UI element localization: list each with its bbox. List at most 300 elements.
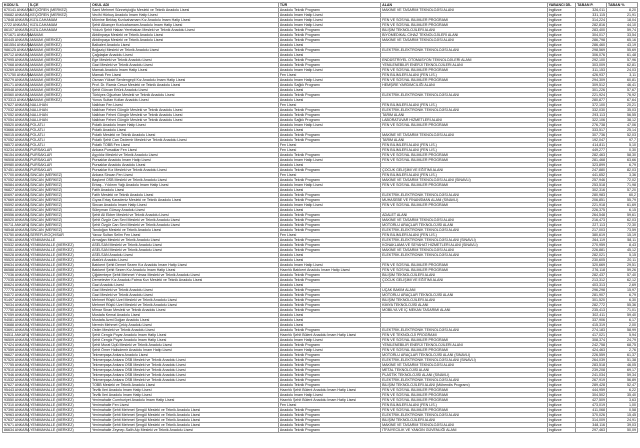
table-cell: 76963 ANKARA [4, 413, 30, 417]
spreadsheet-sheet [2, 2, 638, 433]
table-cell: İngilizce [547, 138, 576, 143]
table-cell: Fen Lisesi [278, 173, 380, 178]
table-cell: Ostim Mesleki ve Teknik Anadolu Lisesi [90, 328, 278, 333]
table-cell: 264,548 [576, 213, 607, 218]
table-cell: İngilizce [547, 8, 576, 13]
table-cell: YENİMAHALLE (MERKEZ) [29, 368, 91, 373]
table-cell: Anadolu İmam Hatip Lisesi [278, 263, 380, 268]
table-cell: 62,03 [607, 218, 638, 223]
table-cell: Yıldızlı Şehit Hakan Yerebakan Mesleki ve Teknik Anadolu Lisesi [90, 28, 278, 33]
table-cell: 93688 ANKARA [4, 323, 30, 327]
table-cell: 24,03 [607, 68, 638, 73]
table-cell: 90532 ANKARA [4, 243, 30, 247]
table-cell: Pursaklar Anadolu İmam Hatip Lisesi [90, 158, 278, 163]
table-cell: 80697 ANKARA [4, 193, 30, 197]
table-cell: 311,153 [576, 68, 607, 73]
table-cell: Tevfik İleri Anadolu İmam Hatip Lisesi [90, 393, 278, 398]
table-cell: 55,79 [607, 198, 638, 203]
table-cell: BİLİŞİM TEKNOLOJİLERİ ALANI [381, 28, 547, 33]
table-cell: 61,69 [607, 203, 638, 208]
table-cell: 681554 ANKARA [4, 43, 32, 47]
table-cell: İngilizce [547, 373, 576, 378]
table-cell: Boğaziçi Mesleki ve Teknik Anadolu Lisesi [90, 48, 278, 53]
table-cell: YENİMAHALLE (MERKEZ) [29, 303, 91, 308]
table-cell: İngilizce [547, 288, 576, 293]
table-cell: YENİMAHALLE (MERKEZ) [29, 343, 91, 348]
table-cell: KIZILCAHAMAM [29, 18, 91, 23]
table-cell: Hazırlık Batıkent Anadolu İmam Hatip Lisesi [278, 268, 380, 273]
table-cell: 61,48 [607, 53, 638, 58]
table-cell: Sincan Anadolu İmam Hatip Lisesi [90, 203, 278, 208]
table-cell: FEN VE SOSYAL BİLİMLER PROGRAMI [381, 388, 547, 393]
table-cell: 2,69 [607, 283, 638, 288]
table-cell: İngilizce [547, 18, 576, 23]
table-cell: 38,12 [607, 118, 638, 123]
table-cell: 297,463 [576, 428, 607, 433]
table-cell: 97068 ANKARA [4, 63, 30, 67]
table-cell: İngilizce [547, 188, 576, 193]
table-cell: Anadolu Teknik Programı [278, 368, 380, 373]
table-cell: İngilizce [547, 203, 576, 208]
table-cell: YENİMAHALLE (MERKEZ) [29, 353, 91, 358]
table-cell: İngilizce [547, 38, 576, 43]
table-cell: İngilizce [547, 193, 576, 198]
table-cell: Anadolu Lisesi [278, 258, 380, 263]
table-cell: 89556 ANKARA [4, 213, 30, 217]
table-cell: Anadolu Lisesi [278, 88, 380, 93]
table-cell: Osman Yüksel Serdengeçti Kız Anadolu İmam Hatip Lisesi [90, 78, 278, 83]
table-cell: 87995 ANKARA [4, 58, 30, 62]
table-cell: İngilizce [547, 283, 576, 288]
table-cell: İngilizce [547, 298, 576, 303]
table-cell: LABORATUVAR HİZMETLERİ ALANI [381, 118, 547, 123]
table-cell: 441,652 [576, 173, 607, 178]
table-cell: Fatih Mesleki ve Teknik Anadolu Lisesi [90, 193, 278, 198]
table-cell: 96028 ANKARA [4, 253, 30, 257]
table-cell: FEN VE SOSYAL BİLİMLER PROGRAMI [381, 203, 547, 208]
table-cell: ASELSAN Anadolu Lisesi [90, 253, 278, 258]
table-cell: Anadolu Teknik Programı [278, 298, 380, 303]
table-cell: 1,00 [607, 403, 638, 408]
table-cell: YENİMAHALLE (MERKEZ) [29, 283, 91, 288]
table-cell: İngilizce [547, 178, 576, 183]
table-cell: 77750 ANKARA [4, 308, 30, 312]
table-cell: 276,118 [576, 268, 607, 273]
table-cell: Yenimahalle Şehit Mehmet Şengül Mesleki ve Teknik Anadolu Lisesi [90, 418, 278, 423]
table-cell: Yunus Sultan Kolları Anadolu Lisesi [90, 98, 278, 103]
table-cell: YENİMAHALLE (MERKEZ) [29, 408, 91, 413]
table-cell: 69,17 [607, 368, 638, 373]
table-cell: SİNCAN (MERKEZ) [29, 188, 91, 193]
table-cell: 301,520 [576, 298, 607, 303]
table-cell: Ankara Sincan Fen Lisesi [90, 173, 278, 178]
table-cell: İngilizce [547, 338, 576, 343]
table-cell: 5,15 [607, 253, 638, 258]
table-cell: Pursaklar Anadolu Anadolu Lisesi [90, 163, 278, 168]
table-cell: 2,00 [607, 323, 638, 328]
table-cell: Erbaş - Yıldırım Yağı Anadolu İmam Hatip Lisesi [90, 183, 278, 188]
header-cell: TABAN % [607, 3, 638, 8]
table-cell: 97,7 [607, 138, 638, 143]
table-cell: 5,10 [607, 143, 638, 148]
table-cell: 96154 ANKARA [4, 153, 30, 157]
table-cell: 59,61 [607, 213, 638, 218]
table-cell: Anadolu Teknik Programı [278, 228, 380, 233]
table-cell: MOBİLYA VE İÇ MEKAN TASARIMI ALANI [381, 308, 547, 313]
table-cell: HEMŞİRE YARDIMCILIĞI ALANI [381, 83, 547, 88]
table-cell: 80560 ANKARA [4, 93, 30, 97]
table-cell: SİNCAN (MERKEZ) [29, 228, 91, 233]
table-cell: Anadolu Teknik Programı [278, 218, 380, 223]
table-cell: 296,298 [576, 288, 607, 293]
table-cell: ELEKTRİK-ELEKTRONİK TEKNOLOJİSİ ALANI [381, 328, 547, 333]
table-cell: Anadolu İmam Hatip Lisesi [278, 68, 380, 73]
table-cell: YENİMAHALLE (MERKEZ) [29, 313, 91, 318]
table-cell: Anadolu Lisesi [278, 323, 380, 328]
table-cell: SİNCAN (MERKEZ) [29, 178, 91, 183]
table-cell: İngilizce [547, 133, 576, 138]
table-cell: Yavuz Sultan Selim Fen Lisesi [90, 233, 278, 238]
table-cell: İngilizce [547, 83, 576, 88]
table-cell: İngilizce [547, 123, 576, 128]
table-cell: 90711 ANKARA [4, 223, 30, 227]
table-cell: 93550 ANKARA [4, 398, 30, 402]
table-cell: Atatürk Anadolu Lisesi [90, 258, 278, 263]
table-cell: ELEKTRİK-ELEKTRONİK TEKNOLOJİSİ ALANI [381, 48, 547, 53]
table-cell: 59,74 [607, 28, 638, 33]
table-cell: 304,017 [576, 33, 607, 38]
table-cell: YENİMAHALLE (MERKEZ) [29, 258, 91, 263]
table-cell: FEN VE SOSYAL BİLİMLER PROGRAMI [381, 183, 547, 188]
table-cell: 6,79 [607, 293, 638, 298]
table-cell: Şehit Cengiz Poyar Anadolu İmam Hatip Lisesi [90, 338, 278, 343]
table-cell: 6,30 [607, 298, 638, 303]
table-cell: İngilizce [547, 218, 576, 223]
table-cell: İngilizce [547, 248, 576, 253]
table-cell: YENİMAHALLE (MERKEZ) [29, 398, 91, 403]
header-cell: TABAN P. [576, 3, 607, 8]
table-cell: BİLİŞİM TEKNOLOJİLERİ ALANI (Mühendis Programı) [381, 383, 547, 388]
table-body [3, 8, 638, 433]
table-cell: 971750 ANKARA [4, 73, 32, 77]
table-cell: SİNCAN (MERKEZ) [29, 183, 91, 188]
table-cell: MAMAK (MERKEZ) [29, 38, 91, 43]
table-cell: Anadolu Lisesi [278, 43, 380, 48]
table-cell: İngilizce [547, 53, 576, 58]
table-cell: Abidinpaşa Mesleki ve Teknik Anadolu Lisesi [90, 33, 278, 38]
table-cell: 282,021 [576, 253, 607, 258]
table-cell: İngilizce [547, 223, 576, 228]
table-cell: İngilizce [547, 93, 576, 98]
table-cell: Anadolu Teknik Programı [278, 33, 380, 38]
table-cell: MAMAK (MERKEZ) [29, 83, 91, 88]
table-cell: İngilizce [547, 278, 576, 283]
table-cell: ELEKTRİK-ELEKTRONİK TEKNOLOJİSİ ALANI [381, 413, 547, 418]
table-cell: Şehit Ömer Halisdemir Anadolu İmam Hatip Lisesi [90, 348, 278, 353]
table-cell: Mehmet Rüştü Uzel Mesleki ve Teknik Anadolu Lisesi [90, 303, 278, 308]
table-cell: 6,79 [607, 163, 638, 168]
table-cell: MAKİNE VE TASARIM TEKNOLOJİSİ ALANI [381, 8, 547, 13]
table-cell: Anadolu Teknik Programı [278, 198, 380, 203]
table-cell: YENİMAHALLE (MERKEZ) [29, 308, 91, 313]
table-cell: PURSAKLAR [29, 158, 91, 163]
table-cell: 95592 ANKARA [4, 203, 30, 207]
table-cell: 35,03 [607, 108, 638, 113]
table-cell: İngilizce [547, 103, 576, 108]
table-cell: İngilizce [547, 303, 576, 308]
table-cell: Sami Mehmet Sünnetçioğlu Mesleki ve Teknik Anadolu Lisesi [90, 8, 278, 13]
schools-table [2, 2, 638, 433]
table-cell: 8,20 [607, 8, 638, 13]
table-cell: PLASTİK TEKNOLOJİSİ ALANI (SINAVLI) [381, 373, 547, 378]
table-cell: 59,26 [607, 268, 638, 273]
table-cell: 51,38 [607, 358, 638, 363]
table-cell: Polatlı TOBB Fen Lisesi [90, 143, 278, 148]
table-cell: Şehit Gürcan Ertürk Anadolu Lisesi [90, 88, 278, 93]
table-cell: İngilizce [547, 88, 576, 93]
table-cell: Anadolu Lisesi [278, 128, 380, 133]
table-cell: Ankara Pursaklar Fen Lisesi [90, 148, 278, 153]
table-cell: 57,20 [607, 188, 638, 193]
table-cell: PURSAKLAR [29, 148, 91, 153]
table-cell: Vecihi Hürkuş Anadolu İmam Hatip Lisesi [90, 13, 278, 18]
table-cell: 97625 ANKARA [4, 393, 30, 397]
table-cell: YENİMAHALLE (MERKEZ) [29, 413, 91, 418]
table-cell: 216,473 [576, 218, 607, 223]
table-cell: 91551 ANKARA [4, 248, 30, 252]
table-cell: Anadolu Sağlık Programı [278, 118, 380, 123]
table-cell: 253,518 [576, 183, 607, 188]
table-cell: 372,100 [576, 103, 607, 108]
table-cell: İngilizce [547, 23, 576, 28]
table-cell: 59,34 [607, 373, 638, 378]
table-cell: 5,94 [607, 333, 638, 338]
table-cell: 56,55 [607, 113, 638, 118]
table-cell: 206,851 [576, 198, 607, 203]
table-cell: 326,011 [576, 8, 607, 13]
table-cell: ELEKTRİK-ELEKTRONİK TEKNOLOJİSİ ALANI [381, 228, 547, 233]
table-cell: Yenimahalle Şehit Mehmet Şengül Mesleki ve Teknik Anadolu Lisesi [90, 423, 278, 428]
table-cell: KONAKLAMA VE SEYAHAT HİZMETLERİ ALANI (SINAVLI) [381, 243, 547, 248]
table-cell: İngilizce [547, 173, 576, 178]
table-cell: İngilizce [547, 238, 576, 243]
table-cell: 424,463 [576, 348, 607, 353]
table-cell: POLATLI [29, 143, 91, 148]
table-cell: 86581 ANKARA [4, 208, 30, 212]
table-cell: Anadolu Teknik Programı [278, 133, 380, 138]
table-cell: 71,98 [607, 183, 638, 188]
table-cell: POLATLI [29, 133, 91, 138]
table-cell: Gıyas Ertaş Karadeniz Mesleki ve Teknik Anadolu Lisesi [90, 198, 278, 203]
table-cell: 57451 ANKARA [4, 168, 30, 172]
table-cell: 97054 ANKARA [4, 118, 30, 122]
table-cell: Anadolu Teknik Programı [278, 63, 380, 68]
table-cell: 96508 ANKARA [4, 158, 30, 162]
table-cell: Anadolu Teknik Programı [278, 358, 380, 363]
table-cell: MAMAK (MERKEZ) [29, 93, 91, 98]
table-cell: SİNCAN (MERKEZ) [29, 198, 91, 203]
table-cell: YENİMAHALLE (MERKEZ) [29, 373, 91, 378]
table-cell: Çiğdemtepe Şehit Mehmet Yılmaz Mesleki ve Teknik Anadolu Lisesi [90, 273, 278, 278]
table-cell: 281,468 [576, 158, 607, 163]
table-cell: YENİMAHALLE (MERKEZ) [29, 318, 91, 323]
table-cell: YENİMAHALLE (MERKEZ) [29, 403, 91, 408]
table-cell: İngilizce [547, 408, 576, 413]
table-cell: 96827 ANKARA [4, 188, 30, 192]
table-cell: Anadolu Teknik Programı [278, 413, 380, 418]
table-cell: İngilizce [547, 268, 576, 273]
table-cell: Anadolu Teknik Programı [278, 343, 380, 348]
table-cell: İngilizce [547, 318, 576, 323]
table-cell: YENİMAHALLE (MERKEZ) [29, 273, 91, 278]
table-cell: 33,54 [607, 33, 638, 38]
table-cell: Anadolu İmam Hatip Lisesi [278, 393, 380, 398]
table-cell: 95443 ANKARA [4, 388, 30, 392]
table-cell: 270,959 [576, 243, 607, 248]
table-cell: 97627 ANKARA [4, 103, 30, 107]
table-cell: İngilizce [547, 13, 576, 18]
table-cell: 348,116 [576, 423, 607, 428]
table-cell: 0,58 [607, 408, 638, 413]
table-cell: 314,224 [576, 18, 607, 23]
table-cell: 97559 ANKARA [4, 348, 30, 352]
table-cell: 239,208 [576, 368, 607, 373]
table-cell: 82,03 [607, 168, 638, 173]
table-cell: Nallıhan Fen Lisesi [90, 103, 278, 108]
table-cell: ELEKTRİK-ELEKTRONİK TEKNOLOJİSİ ALANI [381, 253, 547, 258]
table-cell: FEN BİLİMLERİ ALANI (FEN LİS.) [381, 233, 547, 238]
table-cell: 444,959 [576, 388, 607, 393]
table-cell: Fen Lisesi [278, 403, 380, 408]
table-cell: Anadolu Teknik Programı [278, 373, 380, 378]
table-cell: Anadolu Teknik Programı [278, 248, 380, 253]
table-cell: Anadolu Teknik Programı [278, 278, 380, 283]
table-cell: MAMAK (MERKEZ) [29, 48, 91, 53]
table-cell: 2,76 [607, 348, 638, 353]
table-cell: Şehit Özgür Can Sevi Mesleki ve Teknik Anadolu Lisesi [90, 223, 278, 228]
table-cell: MAKİNE VE TASARIM TEKNOLOJİSİ ALANI [381, 363, 547, 368]
table-cell: FEN BİLİMLERİ ALANI (FEN LİS.) [381, 173, 547, 178]
table-cell: Hazırlık Şehit Bülent Anadolu İmam Hatip Lisesi [278, 333, 380, 338]
table-cell: İngilizce [547, 358, 576, 363]
table-cell: 94072 ANKARA [4, 293, 30, 297]
table-cell: İngilizce [547, 353, 576, 358]
table-cell: ELEKTRİK-ELEKTRONİK TEKNOLOJİSİ ALANI [381, 108, 547, 113]
table-cell: 2722 ANKARA [4, 23, 28, 27]
table-cell: YENİMAHALLE (MERKEZ) [29, 323, 91, 328]
table-cell: Anadolu Teknik Programı [278, 418, 380, 423]
table-cell: 55,36 [607, 303, 638, 308]
table-cell: Anadolu İmam Hatip Lisesi [278, 338, 380, 343]
table-cell: YENİMAHALLE (MERKEZ) [29, 263, 91, 268]
table-cell: 89712 ANKARA [4, 53, 30, 57]
table-cell: MAMAK (MERKEZ) [29, 88, 91, 93]
table-cell: İngilizce [547, 143, 576, 148]
table-cell: Anadolu Teknik Programı [278, 428, 380, 433]
table-cell: 370,026 [576, 413, 607, 418]
table-cell: 97061 ANKARA [4, 238, 30, 242]
table-cell: PURSAKLAR [29, 168, 91, 173]
table-cell: FEN VE SOSYAL BİLİMLER PROGRAMI [381, 123, 547, 128]
table-cell: YENİMAHALLE (MERKEZ) [29, 393, 91, 398]
table-cell: 217,003 [576, 228, 607, 233]
table-cell: YENİMAHALLE (MERKEZ) [29, 298, 91, 303]
table-cell: 15,19 [607, 233, 638, 238]
table-cell: 77036 ANKARA [4, 273, 30, 277]
table-cell: KIZILCAHAMAM [29, 28, 91, 33]
table-cell: 62,12 [607, 278, 638, 283]
table-cell: 63,66 [607, 158, 638, 163]
table-cell: 226,559 [576, 353, 607, 358]
table-cell: İngilizce [547, 198, 576, 203]
table-cell: 93234 ANKARA [4, 148, 30, 152]
table-cell: 52,47 [607, 383, 638, 388]
table-cell: Yenimahalle Fen Lisesi [90, 403, 278, 408]
table-cell: Anadolu Lisesi [278, 318, 380, 323]
table-cell: 89634 ANKARA [4, 263, 30, 267]
table-cell: ADALET ALANI [381, 213, 547, 218]
table-cell: İngilizce [547, 333, 576, 338]
table-cell: 86520 ANKARA [4, 218, 30, 222]
table-cell: İngilizce [547, 63, 576, 68]
table-cell: Mustafa Kemal Anadolu Lisesi [90, 313, 278, 318]
table-cell: Yenimahalle Şehit Mehmet Şengül Mesleki ve Teknik Anadolu Lisesi [90, 408, 278, 413]
header-cell: KODU İL [3, 3, 29, 8]
table-cell: Fen Lisesi [278, 103, 380, 108]
table-cell: 986125 ANKARA [4, 48, 32, 52]
table-cell: 89171 ANKARA [4, 83, 30, 87]
table-cell: 57,40 [607, 273, 638, 278]
table-cell: Demetevler Kız Anadolu Fatma Kızı Mesleki ve Teknik Anadolu Lisesi [90, 278, 278, 283]
table-cell: Anadolu Teknik Programı [278, 353, 380, 358]
table-cell: 97310 ANKARA [4, 403, 30, 407]
table-cell: 427,509 [576, 398, 607, 403]
table-cell: 94081 ANKARA [4, 318, 30, 322]
table-cell: Mimar Sinan Mesleki ve Teknik Anadolu Lisesi [90, 308, 278, 313]
table-cell: 35,40 [607, 393, 638, 398]
table-cell: 15,45 [607, 413, 638, 418]
table-cell: 303,009 [576, 63, 607, 68]
table-cell: 86588 ANKARA [4, 268, 30, 272]
table-cell: FEN VE SOSYAL BİLİMLER PROGRAMI [381, 398, 547, 403]
table-cell: Anadolu Teknik Programı [278, 28, 380, 33]
table-cell: MAKİNE VE TASARIM TEKNOLOJİSİ ALANI [381, 133, 547, 138]
table-cell: KEÇİÖREN (MERKEZ) [29, 13, 91, 18]
table-cell: 333,517 [576, 128, 607, 133]
table-cell: 670141 ANKARA [4, 8, 32, 12]
table-cell: 97669 ANKARA [4, 198, 30, 202]
header-cell: ALAN [381, 3, 547, 8]
table-cell: MOTORLU ARAÇLAR TEKNOLOJİSİ ALANI (SINAVLI) [381, 353, 547, 358]
table-cell: Anadolu Teknik Programı [278, 178, 380, 183]
table-cell: MOTORLU ARAÇLAR TEKNOLOJİSİ ALANI [381, 223, 547, 228]
table-cell: 94511 ANKARA [4, 333, 30, 337]
table-cell: YENİMAHALLE (MERKEZ) [29, 278, 91, 283]
table-cell: Pursaklar Kız Mesleki ve Teknik Anadolu Lisesi [90, 168, 278, 173]
header-cell: YABANCI DİL [547, 3, 576, 8]
table-cell: Nallıhan Fehmi Güngör Mesleki ve Teknik Anadolu Lisesi [90, 113, 278, 118]
table-cell: Anadolu Teknik Programı [278, 378, 380, 383]
table-cell: SİNCAN (MERKEZ) [29, 223, 91, 228]
table-cell: 264,119 [576, 238, 607, 243]
table-cell: İngilizce [547, 98, 576, 103]
table-cell: 227,113 [576, 223, 607, 228]
table-cell: İngilizce [547, 213, 576, 218]
table-cell: FEN VE SOSYAL BİLİMLER PROGRAMI [381, 68, 547, 73]
table-cell: İngilizce [547, 118, 576, 123]
table-cell: FEN BİLİMLERİ ALANI (FEN LİS.) [381, 103, 547, 108]
table-cell: Anadolu Teknik Programı [278, 363, 380, 368]
